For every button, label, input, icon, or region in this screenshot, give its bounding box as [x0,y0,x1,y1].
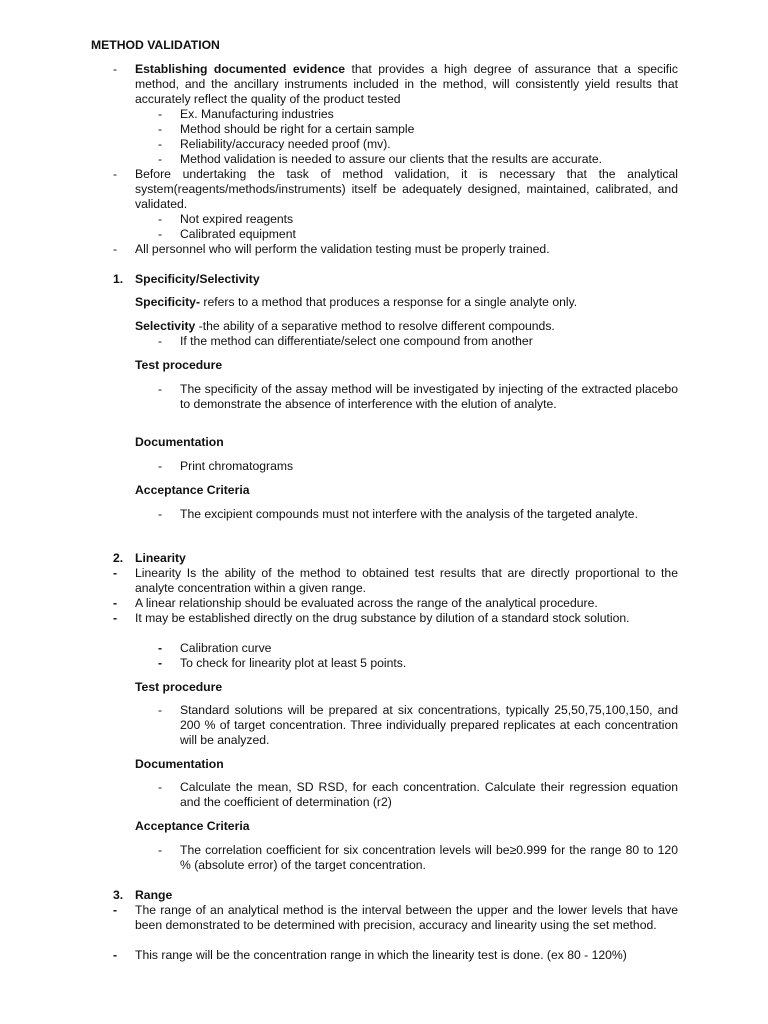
subheading-acceptance-criteria: Acceptance Criteria [135,819,250,833]
subheading-documentation: Documentation [135,435,224,449]
range-bullet: - This range will be the concentration range in which the linearity test is done. (ex 80 - 120%) [113,948,627,962]
intro-sub-item: - Ex. Manufacturing industries [158,107,334,121]
page-title: METHOD VALIDATION [91,38,220,52]
section-heading-specificity: 1. Specificity/Selectivity [113,272,260,286]
selectivity-sub-item: - If the method can differentiate/select one compound from another [158,334,533,348]
subheading-test-procedure: Test procedure [135,358,223,372]
section-heading-linearity: 2. Linearity [113,551,186,565]
bullet-bold-lead: Establishing documented evidence [135,62,346,76]
bullet-text: that provides a high degree of assurance that a specific method, and the ancillary instruments included in the method, will consistently yield results that accurately reflect the quality of the product tested [135,62,678,106]
acceptance-criteria-item: - The correlation coefficient for six concentration levels will be≥0.999 for the range 80 to 120 % (absolute error) of the target concentration. [158,843,678,872]
subheading-documentation: Documentation [135,757,224,771]
specificity-definition: Specificity- refers to a method that produces a response for a single analyte only. [135,295,578,309]
documentation-item: - Print chromatograms [158,459,294,473]
test-procedure-item: - The specificity of the assay method will be investigated by injecting of the extracted placebo to demonstrate the absence of interference with the elution of analyte. [158,382,678,411]
linearity-sub-item: - Calibration curve [158,641,272,655]
test-procedure-item: - Standard solutions will be prepared at six concentrations, typically 25,50,75,100,150, and 200 % of target concentration. Three individually prepared replicates at each concentration will be analyzed. [158,703,678,747]
intro-sub-item: - Calibrated equipment [158,227,296,241]
subheading-test-procedure: Test procedure [135,680,223,694]
linearity-bullet: - A linear relationship should be evaluated across the range of the analytical procedure. [113,596,598,610]
subheading-acceptance-criteria: Acceptance Criteria [135,483,250,497]
linearity-bullet: - It may be established directly on the drug substance by dilution of a standard stock solution. [113,611,630,625]
linearity-sub-item: - To check for linearity plot at least 5 points. [158,656,407,670]
section-heading-range: 3. Range [113,888,173,902]
intro-sub-item: - Not expired reagents [158,212,294,226]
intro-sub-item: - Method validation is needed to assure our clients that the results are accurate. [158,152,603,166]
intro-sub-item: - Reliability/accuracy needed proof (mv). [158,137,391,151]
acceptance-criteria-item: - The excipient compounds must not interfere with the analysis of the targeted analyte. [158,507,638,521]
documentation-item: - Calculate the mean, SD RSD, for each concentration. Calculate their regression equation and the coefficient of determination (r2) [158,780,678,809]
linearity-bullet: - Linearity Is the ability of the method to obtained test results that are directly proportional to the analyte concentration within a given range. [113,566,678,595]
intro-bullet-2: - Before undertaking the task of method validation, it is necessary that the analytical system(reagents/methods/instruments) itself be adequately designed, maintained, calibrated, and validated. [113,167,678,211]
intro-sub-item: - Method should be right for a certain sample [158,122,415,136]
intro-bullet-1 [113,62,678,107]
intro-bullet-3: - All personnel who will perform the validation testing must be properly trained. [113,242,550,256]
range-bullet: - The range of an analytical method is the interval between the upper and the lower levels that have been demonstrated to be determined with precision, accuracy and linearity using the set method. [113,903,678,932]
bullet-dash: - [113,62,118,76]
selectivity-definition: Selectivity -the ability of a separative method to resolve different compounds. [135,319,555,333]
